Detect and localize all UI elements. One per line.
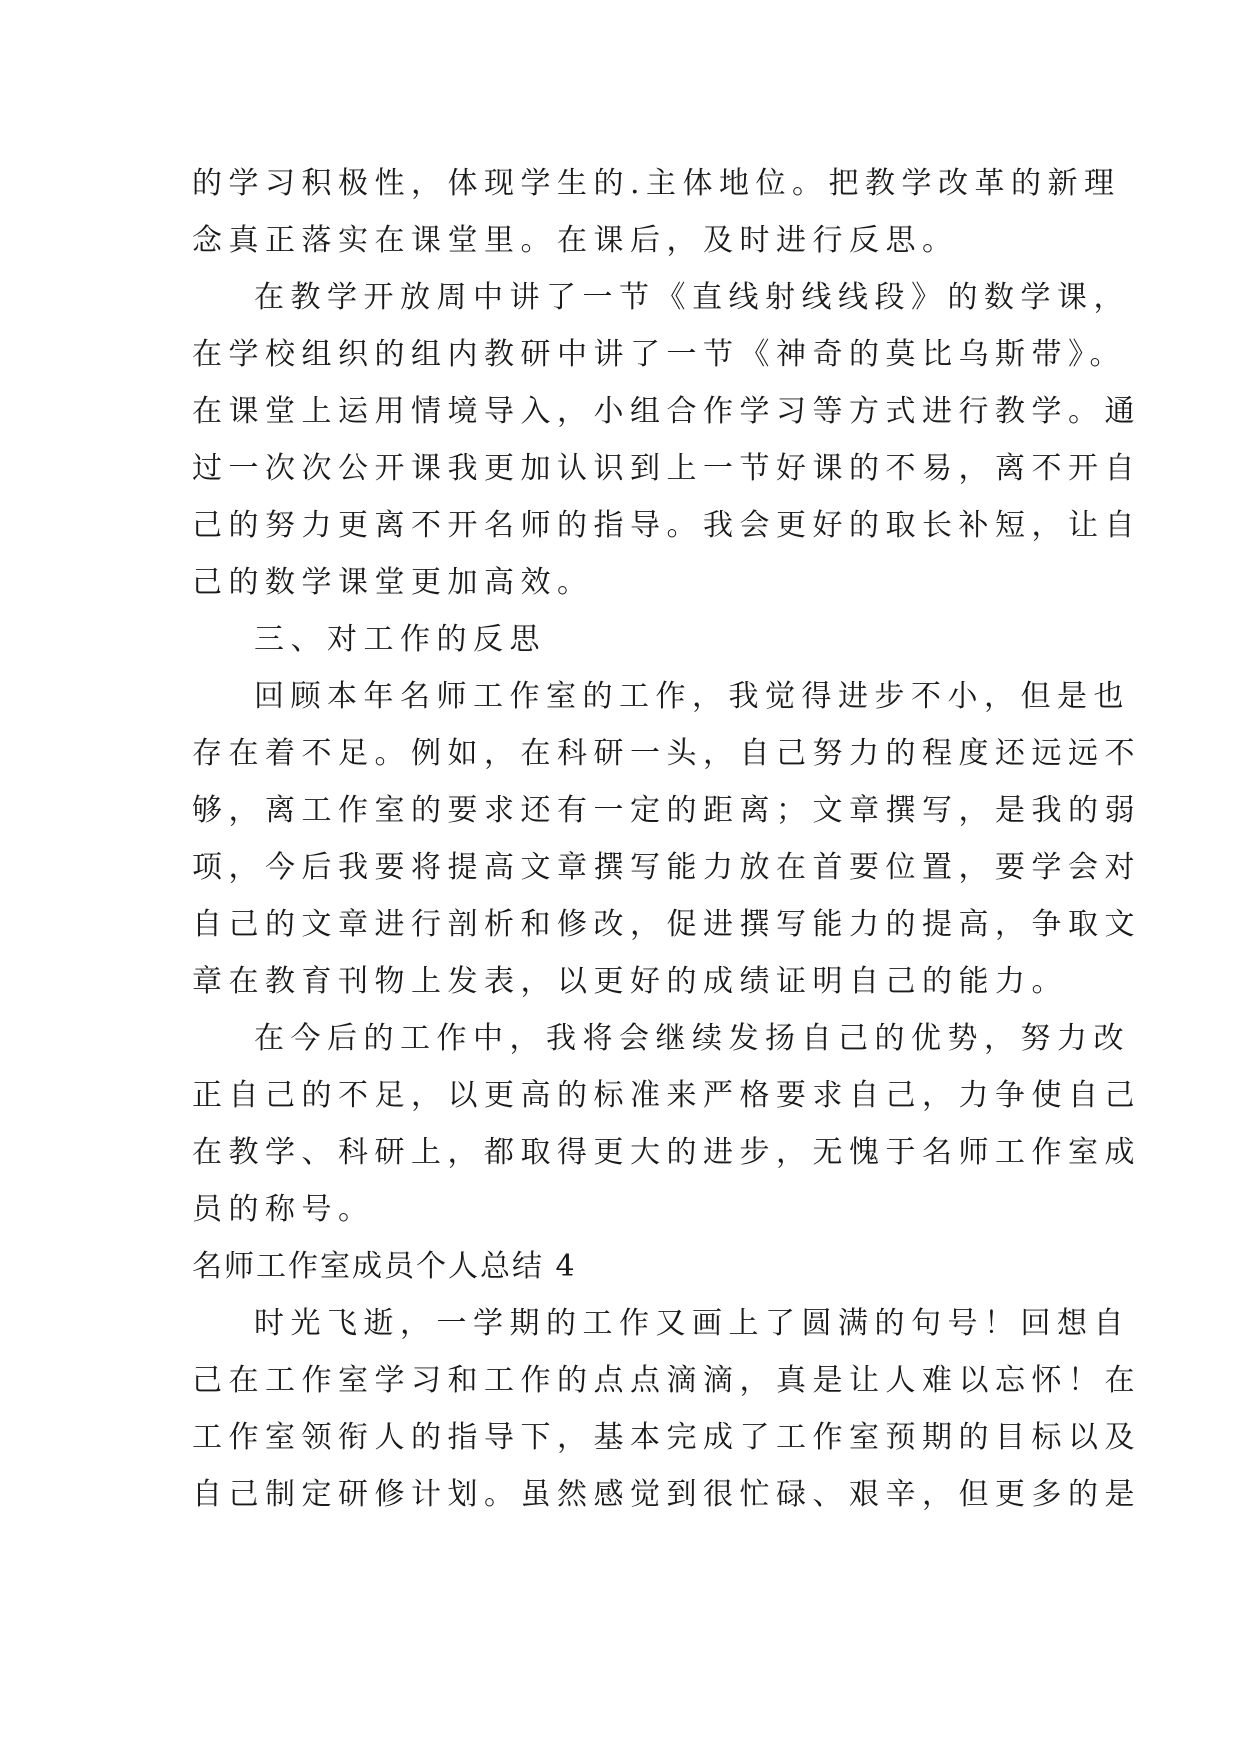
document-body xyxy=(192,155,1141,1523)
text-line: 在学校组织的组内教研中讲了一节《神奇的莫比乌斯带》。 xyxy=(192,337,1126,372)
paragraph-1 xyxy=(192,155,1121,269)
text-line: 己的努力更离不开名师的指导。我会更好的取长补短，让自 xyxy=(192,508,1141,543)
section-heading-reflection xyxy=(192,611,1062,668)
text-line: 过一次次公开课我更加认识到上一节好课的不易，离不开自 xyxy=(192,451,1141,486)
document-heading xyxy=(192,1238,1062,1295)
paragraph-5 xyxy=(192,1295,1141,1523)
text-line: 存在着不足。例如，在科研一头，自己努力的程度还远远不 xyxy=(192,736,1141,771)
paragraph-4 xyxy=(192,1010,1141,1238)
text-line: 念真正落实在课堂里。在课后，及时进行反思。 xyxy=(192,223,959,258)
text-line: 在今后的工作中，我将会继续发扬自己的优势，努力改 xyxy=(254,1021,1130,1056)
text-line: 的学习积极性，体现学生的.主体地位。把教学改革的新理 xyxy=(192,166,1121,201)
text-line: 时光飞逝，一学期的工作又画上了圆满的句号！回想自 xyxy=(254,1306,1130,1341)
text-line: 在教学、科研上，都取得更大的进步，无愧于名师工作室成 xyxy=(192,1135,1141,1170)
text-line: 己的数学课堂更加高效。 xyxy=(192,565,594,600)
paragraph-3 xyxy=(192,668,1141,1010)
text-line: 工作室领衔人的指导下，基本完成了工作室预期的目标以及 xyxy=(192,1420,1141,1455)
text-line: 自己制定研修计划。虽然感觉到很忙碌、艰辛，但更多的是 xyxy=(192,1477,1141,1512)
paragraph-2 xyxy=(192,269,1141,611)
text-line: 项，今后我要将提高文章撰写能力放在首要位置，要学会对 xyxy=(192,850,1141,885)
text-line: 回顾本年名师工作室的工作，我觉得进步不小，但是也 xyxy=(254,679,1130,714)
section-heading: 三、对工作的反思 xyxy=(254,622,546,657)
text-line: 章在教育刊物上发表，以更好的成绩证明自己的能力。 xyxy=(192,964,1068,999)
text-line: 正自己的不足，以更高的标准来严格要求自己，力争使自己 xyxy=(192,1078,1141,1113)
page-title: 名师工作室成员个人总结 4 xyxy=(192,1249,577,1284)
text-line: 员的称号。 xyxy=(192,1192,375,1227)
text-line: 在课堂上运用情境导入，小组合作学习等方式进行教学。通 xyxy=(192,394,1141,429)
text-line: 够，离工作室的要求还有一定的距离；文章撰写，是我的弱 xyxy=(192,793,1141,828)
text-line: 己在工作室学习和工作的点点滴滴，真是让人难以忘怀！在 xyxy=(192,1363,1141,1398)
text-line: 在教学开放周中讲了一节《直线射线线段》的数学课， xyxy=(254,280,1130,315)
text-line: 自己的文章进行剖析和修改，促进撰写能力的提高，争取文 xyxy=(192,907,1141,942)
